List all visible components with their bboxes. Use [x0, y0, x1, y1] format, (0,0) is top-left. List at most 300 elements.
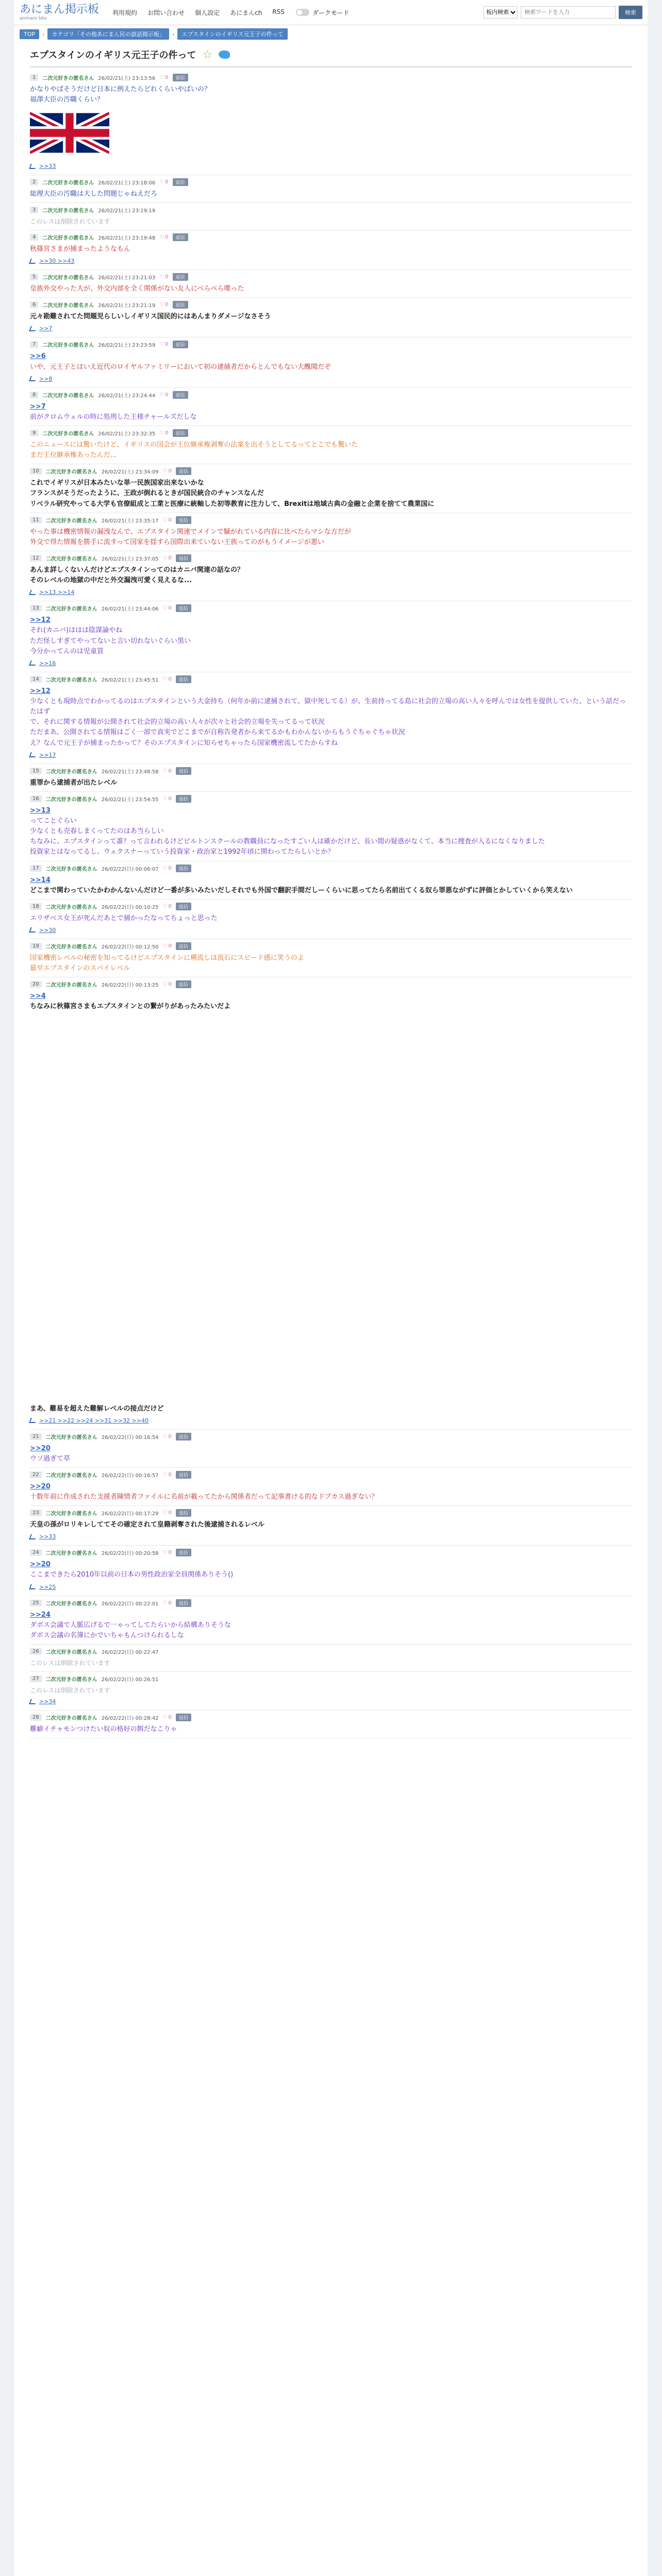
post-text-line: フランスがそうだったように、王政が倒れるときが国民統合のチャンスなんだ — [30, 489, 264, 498]
post-number[interactable]: 25 — [30, 1600, 42, 1606]
post — [30, 203, 632, 230]
post-number[interactable]: 22 — [30, 1471, 42, 1478]
post-text-line: このレスは削除されています — [30, 1686, 110, 1694]
reply-arrow-icon — [29, 326, 37, 331]
reply-arrow-icon — [29, 927, 37, 933]
like-count[interactable]: ♡ 0 — [159, 302, 168, 308]
poster-name: 二次元好きの匿名さん — [45, 606, 97, 613]
like-count[interactable]: ♡ 0 — [159, 430, 168, 436]
like-count[interactable]: ♡ 0 — [159, 392, 168, 398]
post-number[interactable]: 21 — [30, 1433, 42, 1440]
post-text-line: これでイギリスが日本みたいな単一民族国家出来ないかな — [30, 479, 204, 487]
poster-name: 二次元好きの匿名さん — [45, 556, 97, 562]
post-body — [30, 614, 632, 660]
reply-anchor[interactable]: >>4 — [30, 992, 46, 1001]
like-count[interactable]: ♡ 0 — [163, 468, 172, 474]
post-header — [30, 977, 632, 990]
reply-arrow-icon — [29, 590, 37, 595]
reply-button[interactable]: 返信 — [176, 467, 191, 475]
like-count[interactable]: ♡ 0 — [163, 796, 172, 802]
post — [30, 270, 632, 298]
post-date: 26/02/21(土) 23:18:06 — [98, 180, 156, 187]
reply-button[interactable]: 返信 — [176, 1599, 191, 1607]
like-count[interactable]: ♡ 0 — [159, 234, 168, 240]
post-body — [30, 526, 632, 551]
post-number[interactable]: 28 — [30, 1714, 42, 1721]
post-number[interactable]: 7 — [30, 341, 38, 348]
like-count[interactable]: ♡ 0 — [159, 274, 168, 280]
reply-arrow-icon — [29, 660, 37, 666]
post-replies — [30, 325, 632, 337]
post-text-line: ダボス会議の名簿にかでいちゃもんつけられるしな — [30, 1631, 184, 1639]
post-number[interactable]: 14 — [30, 676, 42, 683]
post-date: 26/02/22(日) 00:16:54 — [101, 1434, 159, 1440]
nav-contact[interactable]: お問い合わせ — [147, 9, 185, 16]
post-text-line: え？なんで元王子が捕まったかって？そのエプスタインに知らせちゃったら国家機密流してたからすね — [30, 739, 338, 747]
post-text-line: 前がクロムウェルの時に処刑した王様チャールズだしな — [30, 413, 197, 421]
post-header — [30, 426, 632, 439]
post-number[interactable]: 13 — [30, 605, 42, 612]
like-count[interactable]: ♡ 0 — [163, 676, 172, 682]
reply-button[interactable]: 返信 — [176, 767, 191, 775]
post-header — [30, 551, 632, 564]
post-body — [30, 1723, 632, 1738]
post-date: 26/02/21(土) 23:32:35 — [98, 431, 156, 437]
post-body — [30, 874, 632, 899]
reply-button[interactable]: 返信 — [176, 1471, 191, 1479]
post-number[interactable]: 3 — [30, 207, 38, 213]
post-replies — [30, 660, 632, 672]
like-count[interactable]: ♡ 0 — [163, 1472, 172, 1478]
poster-name: 二次元好きの匿名さん — [42, 303, 94, 309]
post-text-line: 重罪から逮捕者が出たレベル — [30, 778, 118, 787]
reply-button[interactable]: 返信 — [176, 942, 191, 950]
like-count[interactable]: ♡ 0 — [163, 981, 172, 987]
post-number[interactable]: 12 — [30, 555, 42, 562]
reply-button[interactable]: 返信 — [176, 903, 191, 910]
post-text-line: 十数年前に作成された支援者陳情者ファイルに名前が載ってたから関係者だって記事書ける的なドブカス過ぎない？ — [30, 1493, 378, 1501]
post-date: 26/02/21(土) 23:45:51 — [101, 677, 159, 683]
reply-links[interactable]: >>33 — [39, 163, 56, 170]
search-input[interactable] — [521, 6, 616, 19]
post-header — [30, 601, 632, 614]
reply-anchor[interactable]: >>20 — [30, 1561, 51, 1569]
post-body — [30, 243, 632, 258]
poster-name: 二次元好きの匿名さん — [45, 1601, 97, 1607]
post-text-line: あんま詳しくないんだけどエプスタインってのはカニバ関連の話なの？ — [30, 566, 244, 574]
post-header — [30, 1506, 632, 1519]
post — [30, 1645, 632, 1672]
reply-arrow-icon — [29, 376, 37, 381]
like-count[interactable]: ♡ 0 — [163, 768, 172, 774]
poster-name: 二次元好きの匿名さん — [45, 866, 97, 872]
post-text-line: ただまあ、公開されてる情報はごく一部で真実でどこまでが自称告発者から来てるかもわかんないからもうぐちゃぐちゃ状況 — [30, 728, 405, 737]
post-header — [30, 792, 632, 805]
like-count[interactable]: ♡ 0 — [163, 1434, 172, 1439]
post — [30, 426, 632, 464]
like-count[interactable]: ♡ 0 — [159, 75, 168, 80]
post-body — [30, 1558, 632, 1583]
post-date: 26/02/22(日) 00:16:57 — [101, 1472, 159, 1479]
reply-arrow-icon — [29, 1584, 37, 1589]
union-jack-image — [30, 108, 109, 158]
post-header — [30, 900, 632, 912]
poster-name: 二次元好きの匿名さん — [45, 677, 97, 683]
poster-name: 二次元好きの匿名さん — [45, 796, 97, 803]
post-text-line: 秋篠宮さまが捕まったようなもん — [30, 245, 131, 253]
poster-name: 二次元好きの匿名さん — [42, 235, 94, 242]
post-text-line: 難癖イチャモンつけたい奴の格好の餌だなこりゃ — [30, 1725, 177, 1734]
post-text-line: かなりやばそうだけど日本に例えたらどれくらいやばいの？ — [30, 86, 211, 93]
post-number[interactable]: 23 — [30, 1510, 42, 1516]
reply-arrow-icon — [29, 1418, 37, 1423]
like-count[interactable]: ♡ 0 — [163, 1550, 172, 1555]
post-body — [30, 83, 632, 163]
post-header — [30, 337, 632, 350]
like-count[interactable]: ♡ 0 — [159, 179, 168, 185]
post-header — [30, 388, 632, 401]
reply-button[interactable]: 返信 — [176, 516, 191, 524]
reply-button[interactable]: 返信 — [176, 865, 191, 872]
post-header — [30, 203, 632, 216]
like-count[interactable]: ♡ 0 — [163, 605, 172, 611]
reply-button[interactable]: 返信 — [173, 178, 188, 186]
reply-anchor[interactable]: >>12 — [30, 616, 51, 624]
post-number[interactable]: 6 — [30, 301, 38, 308]
post-replies — [30, 1698, 632, 1710]
post-text-line: 今分かってんのは児童買 — [30, 647, 104, 655]
breadcrumb-category[interactable]: カテゴリ「その他あにまん民の談話掲示板」 — [47, 28, 169, 40]
post — [30, 939, 632, 977]
poster-name: 二次元好きの匿名さん — [45, 904, 97, 910]
image-area — [30, 1012, 632, 1404]
post-number[interactable]: 4 — [30, 234, 38, 241]
post-text-line: リベラル研究やってる大学も官僚組成と工業と医療に統軸した初等教育に注力して、Brexitは地域古典の金融と企業を捨てて農業国に — [30, 500, 435, 508]
post-text-line: ここまできたら2010年以前の日本の男性政治家全員関係ありそう() — [30, 1571, 234, 1579]
reply-links[interactable]: >>7 — [39, 325, 53, 332]
post-date: 26/02/21(土) 23:19:19 — [98, 208, 156, 214]
post-number[interactable]: 20 — [30, 981, 42, 988]
post-text-line: 少なくとも売春しまくってたのはあ当らしい — [30, 827, 164, 836]
post-replies — [30, 163, 632, 175]
post-number[interactable]: 18 — [30, 903, 42, 910]
reply-links[interactable]: >>25 — [39, 1583, 56, 1590]
site-logo[interactable] — [20, 4, 99, 21]
nav-settings[interactable]: 個人設定 — [195, 9, 220, 16]
reply-anchor[interactable]: >>24 — [30, 1611, 51, 1619]
poster-name: 二次元好きの匿名さん — [42, 76, 94, 81]
reply-button[interactable]: 返信 — [173, 391, 188, 399]
post-number[interactable]: 8 — [30, 392, 38, 398]
post-header — [30, 1430, 632, 1443]
reply-anchor[interactable]: >>20 — [30, 1444, 51, 1452]
post-body — [30, 477, 632, 512]
favorite-star-icon[interactable]: ☆ — [202, 48, 213, 61]
post-body — [30, 1481, 632, 1505]
post-date: 26/02/22(日) 00:17:29 — [101, 1511, 159, 1517]
reply-anchor[interactable]: >>20 — [30, 1482, 51, 1490]
poster-name: 二次元好きの匿名さん — [45, 1511, 97, 1517]
reply-links[interactable]: >>21 >>22 >>24 >>31 >>32 >>40 — [39, 1417, 149, 1424]
twitter-share-icon[interactable] — [219, 50, 230, 59]
post-number[interactable]: 19 — [30, 943, 42, 950]
post — [30, 464, 632, 513]
poster-name: 二次元好きの匿名さん — [45, 982, 97, 989]
breadcrumb-separator: › — [172, 30, 175, 38]
reply-anchor[interactable]: >>6 — [30, 352, 46, 361]
dark-mode-toggle[interactable] — [296, 8, 350, 17]
search-button[interactable]: 検索 — [619, 6, 642, 19]
post-body — [30, 1609, 632, 1644]
like-count[interactable]: ♡ 0 — [163, 943, 172, 949]
post-date: 26/02/21(土) 23:24:44 — [98, 393, 156, 399]
post-number[interactable]: 17 — [30, 865, 42, 872]
post-replies — [30, 1417, 632, 1429]
post-body — [30, 685, 632, 752]
poster-name: 二次元好きの匿名さん — [45, 769, 97, 775]
reply-arrow-icon — [29, 752, 37, 757]
post-text-line: 総理大臣の汚職は大した問題じゃねえだろ — [30, 190, 158, 198]
post-text-line: 元々勘難されてた問題児らしいしイギリス国民的にはあんまりダメージなさそう — [30, 313, 271, 321]
post-replies — [30, 258, 632, 269]
reply-button[interactable]: 返信 — [176, 604, 191, 612]
reply-button[interactable]: 返信 — [173, 273, 188, 281]
post-date: 26/02/22(日) 00:22:47 — [101, 1650, 159, 1656]
post-header — [30, 175, 632, 188]
like-count[interactable]: ♡ 0 — [163, 1510, 172, 1516]
post-text-line: 天皇の孫がロリキレしててその確定されて皇籍剥奪された後逮捕されるレベル — [30, 1521, 264, 1529]
poster-name: 二次元好きの匿名さん — [45, 944, 97, 950]
page — [14, 0, 648, 2576]
breadcrumb-thread[interactable]: エプスタインのイギリス元王子の件って — [177, 28, 287, 40]
reply-links[interactable]: >>30 >>43 — [39, 258, 75, 265]
poster-name: 二次元好きの匿名さん — [45, 1676, 97, 1683]
reply-links[interactable]: >>13 >>14 — [39, 589, 75, 596]
post-date: 26/02/21(土) 23:13:56 — [98, 76, 156, 81]
post-text-line: そのレベルの地獄の中だと外交漏洩可愛く見えるな... — [30, 577, 192, 585]
poster-name: 二次元好きの匿名さん — [45, 469, 97, 476]
post-number[interactable]: 15 — [30, 768, 42, 774]
post — [30, 337, 632, 387]
post — [30, 175, 632, 203]
post — [30, 672, 632, 764]
post-text-line: どこまで関わっていたかわかんないんだけど一番が多いみたいだしそれでも外国で翻訳手間だしーくらいに思ってたら名前出てくる奴ら罪悪ながずに評価とかしていくから笑えない — [30, 886, 573, 894]
post-number[interactable]: 16 — [30, 795, 42, 802]
post-number[interactable]: 27 — [30, 1675, 42, 1682]
post-date: 26/02/22(日) 00:12:50 — [101, 944, 159, 950]
post-text-line: ちなみに秋篠宮さまもエプスタインとの繋がりがあったみたいだよ — [30, 1003, 231, 1011]
post — [30, 861, 632, 900]
post-header — [30, 764, 632, 777]
post-date: 26/02/21(土) 23:34:09 — [101, 469, 159, 476]
post-replies — [30, 1584, 632, 1596]
post-text-line: ってことぐらい — [30, 817, 77, 825]
reply-button[interactable]: 返信 — [176, 554, 191, 562]
post-header — [30, 672, 632, 685]
post-text-line: 福澤大臣の汚職くらい？ — [30, 96, 104, 104]
post-header — [30, 298, 632, 311]
post-date: 26/02/21(土) 23:21:03 — [98, 275, 156, 281]
post-number[interactable]: 10 — [30, 468, 42, 474]
post-number[interactable]: 11 — [30, 517, 42, 523]
post-body — [30, 952, 632, 977]
reply-button[interactable]: 返信 — [176, 1509, 191, 1517]
post-body — [30, 188, 632, 202]
header-nav — [112, 8, 285, 17]
thread-title: エプスタインのイギリス元王子の件って — [30, 50, 196, 61]
post-text-line: まだ王位継承権あったんだ... — [30, 451, 117, 460]
post-number[interactable]: 26 — [30, 1648, 42, 1655]
reply-button[interactable]: 返信 — [173, 74, 188, 81]
breadcrumb-separator: › — [42, 30, 45, 38]
like-count[interactable]: ♡ 0 — [163, 904, 172, 909]
post — [30, 764, 632, 792]
post-header — [30, 1645, 632, 1657]
post-text-line: それ(カニバ)ははは陰謀論やね — [30, 626, 123, 635]
reply-anchor[interactable]: >>14 — [30, 876, 51, 884]
like-count[interactable]: ♡ 0 — [163, 1600, 172, 1606]
post-text-line: このニュースには驚いたけど、イギリスの国会が王位継承権剥奪の法案を出そうとしてるってとこでも驚いた — [30, 441, 358, 449]
post-header — [30, 513, 632, 526]
post-date: 26/02/22(日) 00:06:07 — [101, 866, 159, 872]
post-header — [30, 270, 632, 283]
post-text-line: 投資家とはなってるし、ウェクスナーっていう投資家・政治家と1992年頃に関わってたらしいとか？ — [30, 848, 335, 856]
post-text-line: ちなみに、エプスタインって誰？って言われるけどビルトンスクールの教職員になったすごい人は確かだけど、長い間の疑惑がなくて、本当に捜査が入るになくなりました — [30, 838, 545, 846]
poster-name: 二次元好きの匿名さん — [42, 431, 94, 437]
reply-button[interactable]: 返信 — [176, 980, 191, 988]
post-date: 26/02/22(日) 00:20:58 — [101, 1551, 159, 1557]
like-count[interactable]: ♡ 0 — [163, 1715, 172, 1720]
reply-links[interactable]: >>8 — [39, 375, 53, 382]
reply-links[interactable]: >>17 — [39, 751, 56, 758]
poster-name: 二次元好きの匿名さん — [45, 518, 97, 524]
post-body — [30, 1685, 632, 1699]
post-body — [30, 1519, 632, 1533]
search-scope-select[interactable] — [484, 6, 518, 19]
post — [30, 977, 632, 1429]
reply-button[interactable]: 返信 — [173, 429, 188, 437]
reply-button[interactable]: 返信 — [176, 1549, 191, 1556]
like-count[interactable]: ♡ 0 — [163, 555, 172, 561]
poster-name: 二次元好きの匿名さん — [45, 1434, 97, 1440]
reply-button[interactable]: 返信 — [176, 795, 191, 803]
post-header — [30, 1546, 632, 1558]
post-text-line: ただ怪しすぎてやってないと言い切れないぐらい黒い — [30, 637, 191, 645]
post — [30, 1546, 632, 1596]
post — [30, 1506, 632, 1546]
reply-arrow-icon — [29, 164, 37, 169]
post-date: 26/02/21(土) 23:21:19 — [98, 303, 156, 309]
post — [30, 1710, 632, 1738]
post — [30, 551, 632, 601]
reply-button[interactable]: 返信 — [176, 1714, 191, 1721]
reply-arrow-icon — [29, 259, 37, 264]
poster-name: 二次元好きの匿名さん — [45, 1551, 97, 1557]
post-header — [30, 464, 632, 477]
like-count[interactable]: ♡ 0 — [163, 866, 172, 871]
post — [30, 71, 632, 175]
post-body — [30, 777, 632, 791]
post-date: 26/02/21(土) 23:48:58 — [101, 769, 159, 775]
post-number[interactable]: 1 — [30, 74, 38, 81]
post — [30, 513, 632, 551]
logo-subtitle: anmani bbs — [20, 15, 47, 21]
reply-arrow-icon — [29, 1534, 37, 1539]
post-text-line: このレスは削除されています — [30, 218, 110, 226]
post-text-line: ダボス会議で人脈広げるで一ゃってしてたらいから結構ありそうな — [30, 1621, 231, 1629]
post — [30, 388, 632, 426]
reply-links[interactable]: >>33 — [39, 1533, 56, 1540]
post — [30, 298, 632, 337]
reply-button[interactable]: 返信 — [173, 341, 188, 348]
reply-links[interactable]: >>16 — [39, 659, 56, 667]
post-number[interactable]: 24 — [30, 1549, 42, 1556]
like-count[interactable]: ♡ 0 — [159, 342, 168, 347]
post-text-line: ウソ過ぎて草 — [30, 1454, 71, 1463]
post — [30, 1672, 632, 1711]
post-text-line: 皇族外交やった大が、外交内部を全く関係がない友人にべらべら喋った — [30, 285, 244, 293]
post-date: 26/02/22(日) 00:22:01 — [101, 1601, 159, 1607]
post-header — [30, 1596, 632, 1609]
reply-button[interactable]: 返信 — [173, 301, 188, 309]
post-body — [30, 439, 632, 464]
reply-anchor[interactable]: >>12 — [30, 687, 51, 695]
post-body — [30, 311, 632, 325]
poster-name: 二次元好きの匿名さん — [42, 180, 94, 187]
post-header — [30, 230, 632, 243]
poster-name: 二次元好きの匿名さん — [45, 1650, 97, 1656]
reply-anchor[interactable]: >>7 — [30, 402, 46, 411]
nav-animanch[interactable]: あにまんch — [230, 9, 262, 16]
reply-button[interactable]: 返信 — [173, 233, 188, 241]
post — [30, 792, 632, 861]
post-number[interactable]: 9 — [30, 430, 38, 436]
nav-rss[interactable]: RSS — [272, 8, 285, 15]
post-body — [30, 401, 632, 426]
post-body — [30, 216, 632, 230]
nav-terms[interactable]: 利用規約 — [112, 9, 138, 16]
post-list — [30, 71, 632, 1738]
post-text-line: 国家機密レベルの秘密を知ってるけどエプスタインに横流しは流石にスピード感に笑うのよ — [30, 954, 304, 962]
post-text-line: 最早エプスタインのスパイレベル — [30, 964, 130, 973]
dark-mode-label: ダークモード — [312, 9, 350, 16]
thread-title-row — [30, 48, 632, 67]
reply-button[interactable]: 返信 — [176, 1433, 191, 1440]
post-date: 26/02/22(日) 00:28:42 — [101, 1716, 159, 1722]
reply-links[interactable]: >>34 — [39, 1698, 56, 1705]
poster-name: 二次元好きの匿名さん — [42, 275, 94, 281]
poster-name: 二次元好きの匿名さん — [42, 343, 94, 349]
post-number[interactable]: 5 — [30, 274, 38, 280]
post-text-line: 外交で得た情報を勝手に流すって国家を揺すら国際出来ていない王族ってのがもうイメージが悪い — [30, 538, 324, 546]
reply-button[interactable]: 返信 — [176, 675, 191, 683]
post-number[interactable]: 2 — [30, 179, 38, 185]
post-text-line: このレスは削除されています — [30, 1659, 110, 1667]
post-replies — [30, 927, 632, 939]
breadcrumb — [14, 25, 648, 43]
like-count[interactable]: ♡ 0 — [163, 517, 172, 523]
reply-anchor[interactable]: >>13 — [30, 806, 51, 815]
poster-name: 二次元好きの匿名さん — [45, 1472, 97, 1479]
breadcrumb-top[interactable]: TOP — [20, 29, 39, 39]
reply-arrow-icon — [29, 1699, 37, 1704]
reply-links[interactable]: >>30 — [39, 926, 56, 934]
toggle-switch[interactable] — [296, 9, 309, 16]
post — [30, 601, 632, 672]
post-date: 26/02/21(土) 23:54:55 — [101, 796, 159, 803]
post-date: 26/02/22(日) 00:13:25 — [101, 982, 159, 989]
post-text-line: で、それに関する情報が公開されて社会的立場の高い人々が次々と社会的立場を失ってるって状況 — [30, 718, 325, 726]
